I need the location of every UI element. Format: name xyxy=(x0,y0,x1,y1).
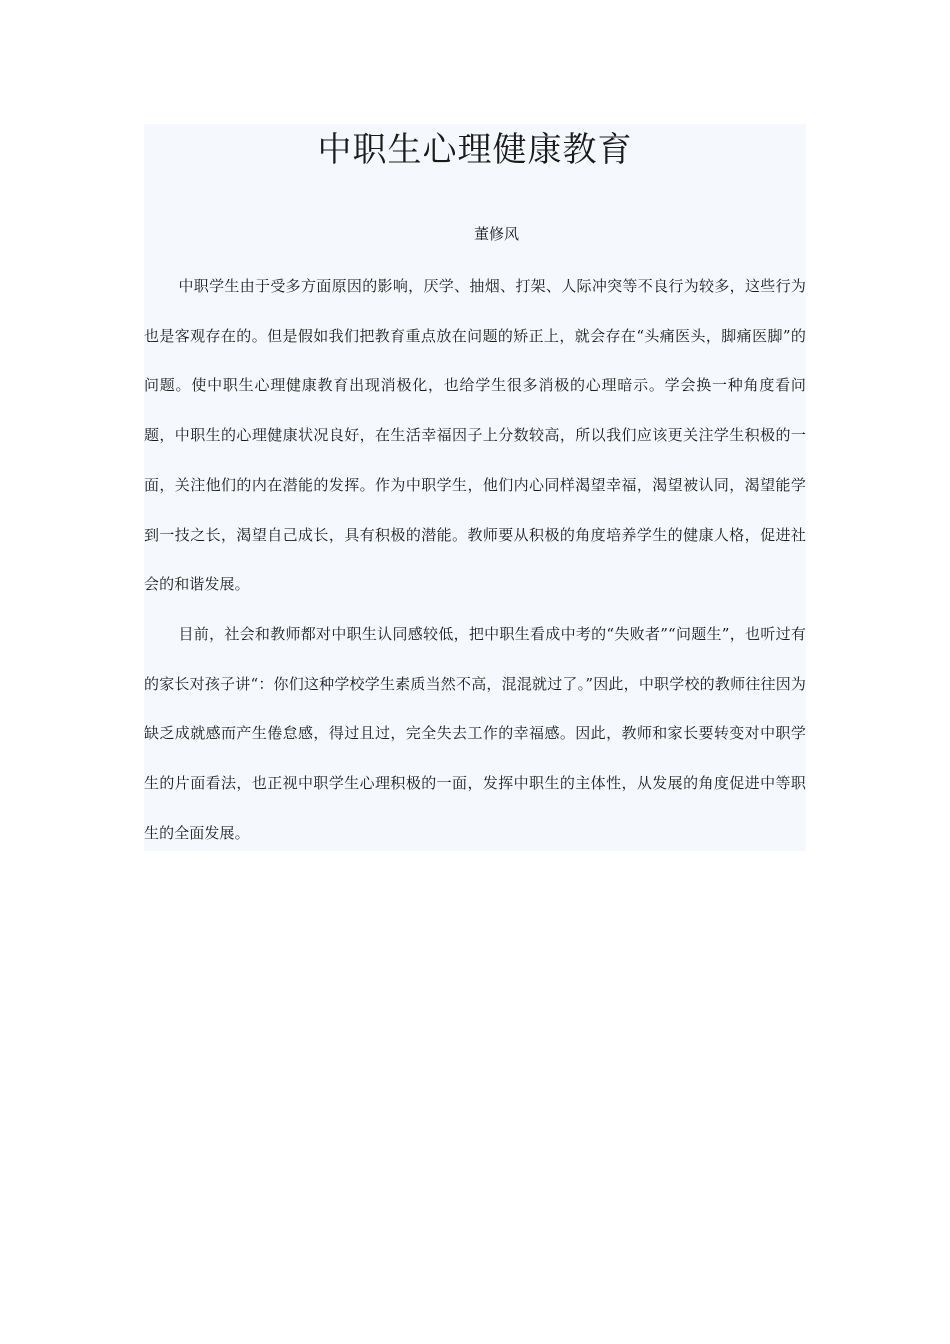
paragraph-2: 目前，社会和教师都对中职生认同感较低，把中职生看成中考的“失败者”“问题生”，也听过有的家长对孩子讲“：你们这种学校学生素质当然不高，混混就过了。”因此，中职学校的教师往往因为缺乏成就感而产生倦怠感，得过且过，完全失去工作的幸福感。因此，教师和家长要转变对中职学生的片面看法，也正视中职学生心理积极的一面，发挥中职生的主体性，从发展的角度促进中等职生的全面发展。 xyxy=(144,624,806,842)
paragraph-1: 中职学生由于受多方面原因的影响，厌学、抽烟、打架、人际冲突等不良行为较多，这些行为也是客观存在的。但是假如我们把教育重点放在问题的矫正上，就会存在“头痛医头，脚痛医脚”的问题。使中职生心理健康教育出现消极化，也给学生很多消极的心理暗示。学会换一种角度看问题，中职生的心理健康状况良好，在生活幸福因子上分数较高，所以我们应该更关注学生积极的一面，关注他们的内在潜能的发挥。作为中职学生，他们内心同样渴望幸福，渴望被认同，渴望能学到一技之长，渴望自己成长，具有积极的潜能。教师要从积极的角度培养学生的健康人格，促进社会的和谐发展。 xyxy=(144,277,806,594)
article-title: 中职生心理健康教育 xyxy=(317,130,633,170)
article-body xyxy=(144,124,806,851)
article-author: 董修风 xyxy=(474,225,520,243)
